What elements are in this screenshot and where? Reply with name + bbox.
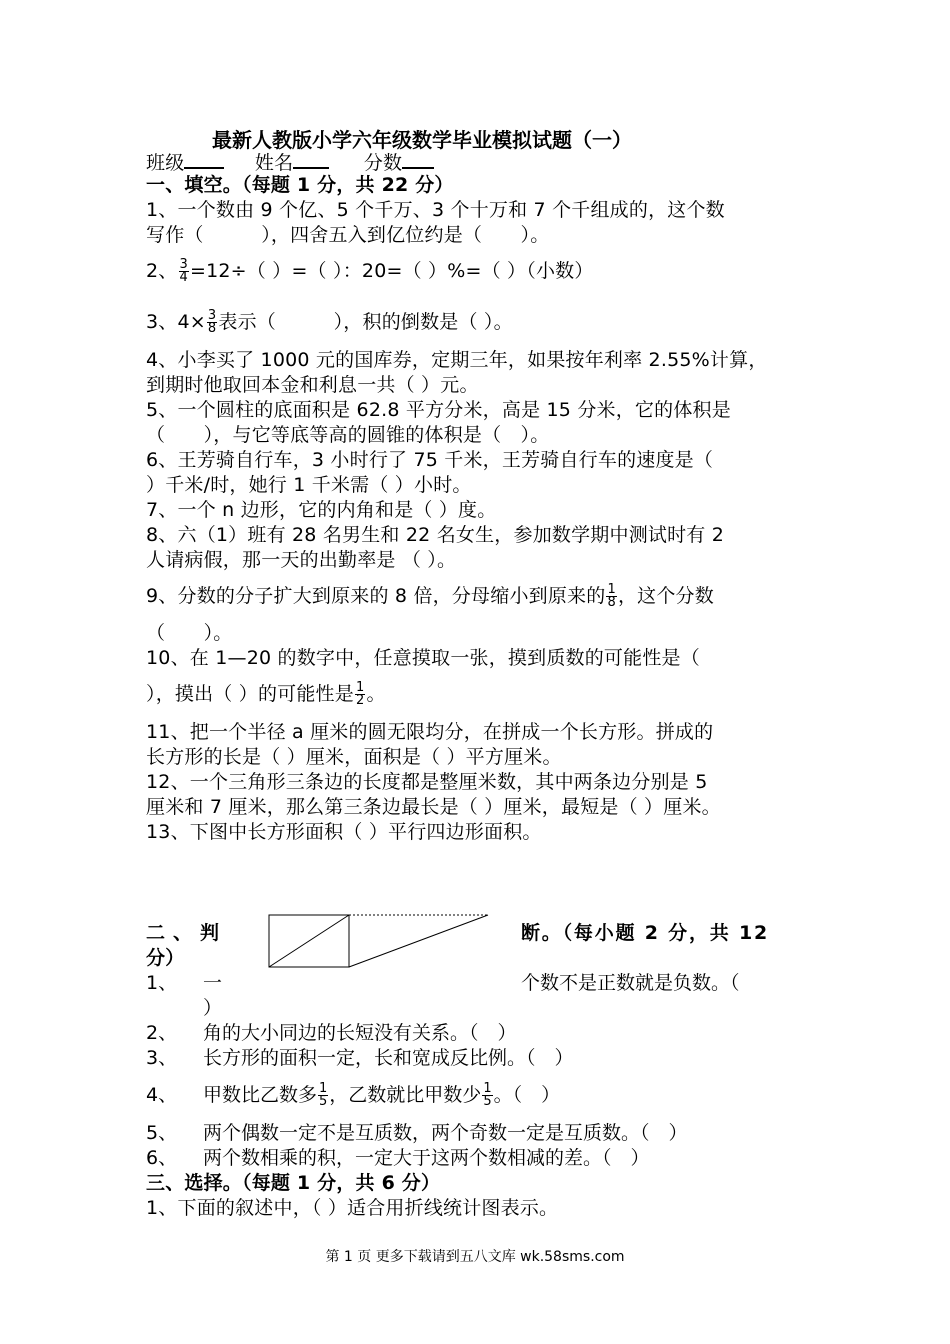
- choice-q1: 1、下面的叙述中，（ ）适合用折线统计图表示。: [146, 1197, 559, 1219]
- q4-line2: 到期时他取回本金和利息一共（ ）元。: [146, 374, 479, 396]
- q10-rest: 。: [366, 683, 386, 705]
- fraction: [606, 584, 616, 609]
- q3-rest: 表示（ ），积的倒数是（ ）。: [218, 311, 513, 333]
- q9-prefix: 9、分数的分子扩大到原来的 8 倍，分母缩小到原来的: [146, 585, 606, 607]
- q10-prefix: ），摸出（ ）的可能性是: [146, 683, 354, 705]
- score-blank: [402, 148, 434, 169]
- q11-line2: 长方形的长是（ ）厘米，面积是（ ）平方厘米。: [146, 746, 562, 768]
- q10-line1: 10、在 1—20 的数字中，任意摸取一张，摸到质数的可能性是（: [146, 647, 700, 669]
- q11-line1: 11、把一个半径 a 厘米的圆无限均分，在拼成一个长方形。拼成的: [146, 721, 714, 743]
- q6-line1: 6、王芳骑自行车，3 小时行了 75 千米，王芳骑自行车的速度是（: [146, 449, 714, 471]
- q1-line2: 写作（ ），四舍五入到亿位约是（ ）。: [146, 224, 550, 246]
- numerator: 3: [207, 308, 217, 323]
- judge-q2-num: 2、: [146, 1022, 178, 1044]
- q1-line1: 1、一个数由 9 个亿、5 个千万、3 个十万和 7 个千组成的，这个数: [146, 199, 725, 221]
- judge-q5: 两个偶数一定不是互质数，两个奇数一定是互质数。（ ）: [203, 1122, 688, 1144]
- q13-line: 13、下图中长方形面积（ ）平行四边形面积。: [146, 821, 542, 843]
- page-title: 最新人教版小学六年级数学毕业模拟试题（一）: [212, 128, 632, 152]
- q4-part2: ，乙数就比甲数少: [329, 1084, 482, 1106]
- fraction: [318, 1083, 328, 1108]
- q2-line: [146, 259, 594, 284]
- q3-prefix: 3、4×: [146, 311, 206, 333]
- q9-rest: ，这个分数: [617, 585, 714, 607]
- judge-q4-num: 4、: [146, 1084, 178, 1106]
- q6-line2: ）千米/时，她行 1 千米需（ ）小时。: [146, 474, 472, 496]
- page-footer: 第 1 页 更多下载请到五八文库 wk.58sms.com: [325, 1249, 625, 1265]
- judge-q1-num: 1、: [146, 972, 178, 994]
- fraction: [482, 1083, 492, 1108]
- section2-heading-right: 断。（每小题 2 分，共 12: [521, 922, 770, 944]
- rectangle-parallelogram-figure: [266, 912, 492, 970]
- denominator: 5: [319, 1094, 328, 1109]
- judge-q1-left: 一: [203, 972, 223, 994]
- numerator: 1: [483, 1081, 492, 1096]
- parallelogram-side: [349, 915, 488, 967]
- q12-line1: 12、一个三角形三条边的长度都是整厘米数，其中两条边分别是 5: [146, 771, 708, 793]
- q7-line: 7、一个 n 边形，它的内角和是（ ）度。: [146, 499, 497, 521]
- section2-heading-cont: 分）: [146, 947, 185, 969]
- q12-line2: 厘米和 7 厘米，那么第三条边最长是（ ）厘米，最短是（ ）厘米。: [146, 796, 721, 818]
- judge-q6: 两个数相乘的积，一定大于这两个数相减的差。（ ）: [203, 1147, 650, 1169]
- judge-q6-num: 6、: [146, 1147, 178, 1169]
- q9-line1: [146, 584, 714, 609]
- name-blank: [293, 148, 329, 169]
- judge-q4: [203, 1083, 560, 1108]
- q2-rest: =12÷（ ）=（ ）：20=（ ）%=（ ）（小数）: [189, 260, 594, 282]
- q8-line1: 8、六（1）班有 28 名男生和 22 名女生，参加数学期中测试时有 2: [146, 524, 725, 546]
- numerator: 1: [319, 1081, 328, 1096]
- section2-heading-left: 二、判: [146, 922, 228, 944]
- q4-part3: 。（ ）: [493, 1084, 561, 1106]
- denominator: 2: [355, 693, 365, 708]
- section3-heading: 三、选择。（每题 1 分，共 6 分）: [146, 1172, 441, 1194]
- fraction: [355, 682, 365, 707]
- numerator: 1: [355, 680, 365, 695]
- rectangle-diagonal: [269, 915, 349, 967]
- q9-line2: （ ）。: [146, 622, 233, 644]
- q10-line2: [146, 682, 386, 707]
- name-label: 姓名: [254, 152, 294, 174]
- denominator: 4: [179, 270, 188, 285]
- section1-heading: 一、填空。（每题 1 分，共 22 分）: [146, 174, 454, 196]
- q4-part1: 甲数比乙数多: [203, 1084, 318, 1106]
- numerator: 1: [607, 582, 616, 597]
- fraction: [179, 259, 189, 284]
- denominator: 8: [207, 321, 217, 336]
- judge-q2: 角的大小同边的长短没有关系。（ ）: [203, 1022, 517, 1044]
- q4-line1: 4、小李买了 1000 元的国库券，定期三年，如果按年利率 2.55%计算，: [146, 349, 768, 371]
- class-label: 班级: [146, 152, 185, 174]
- q5-line2: （ ），与它等底等高的圆锥的体积是（ ）。: [146, 424, 550, 446]
- q3-line: [146, 310, 513, 335]
- judge-q1-right: 个数不是正数就是负数。（: [521, 972, 740, 994]
- q5-line1: 5、一个圆柱的底面积是 62.8 平方分米，高是 15 分米，它的体积是: [146, 399, 731, 421]
- numerator: 3: [179, 257, 188, 272]
- student-info-line: [146, 148, 434, 176]
- judge-q5-num: 5、: [146, 1122, 178, 1144]
- judge-q3: 长方形的面积一定，长和宽成反比例。（ ）: [203, 1047, 574, 1069]
- judge-q3-num: 3、: [146, 1047, 178, 1069]
- score-label: 分数: [363, 152, 403, 174]
- fraction: [207, 310, 217, 335]
- q8-line2: 人请病假，那一天的出勤率是 （ ）。: [146, 549, 457, 571]
- denominator: 5: [483, 1094, 492, 1109]
- judge-q1-close: ）: [203, 997, 223, 1019]
- q2-prefix: 2、: [146, 260, 178, 282]
- denominator: 8: [607, 595, 616, 610]
- class-blank: [184, 148, 224, 169]
